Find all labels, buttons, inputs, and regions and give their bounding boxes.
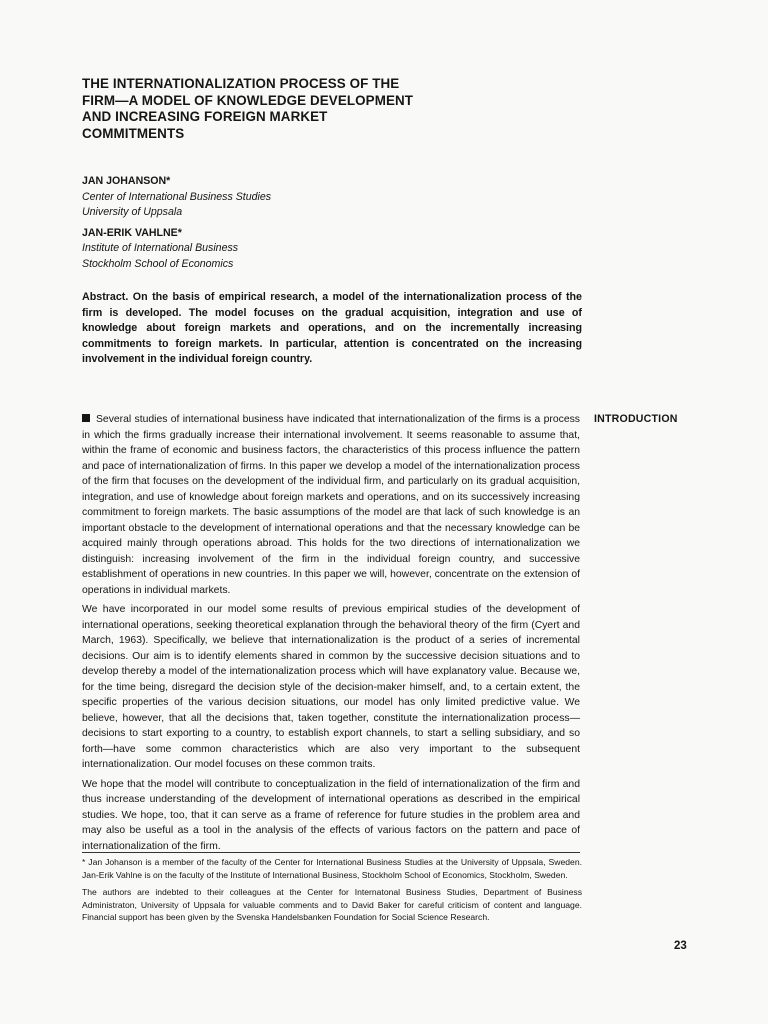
body-paragraph: We have incorporated in our model some results of previous empirical studies of the development of international operations, seeking theoretical explanation through the behavioral theory of the firm (Cyert and March, 1963). Specifically, we believe that internationalization is the product of a series of incremental decisions. Our aim is to identify elements shared in common by the successive decision situations and to develop thereby a model of the internationalization process which will have explanatory value. Because we, for the time being, disregard the decision style of the decision-maker himself, and, to a certain extent, the specific properties of the various decision situations, our model has only limited predictive value. We believe, however, that all the decisions that, taken together, constitute the internationalization process—decisions to start exporting to a country, to establish export channels, to start a selling subsidiary, and so forth—have some common characteristics which are also very important to the subsequent internationalization. Our model focuses on these common traits.: [82, 604, 580, 770]
author-affiliation: Stockholm School of Economics: [82, 257, 234, 270]
body-paragraph: We hope that the model will contribute to conceptualization in the field of internationalization of the firm and thus increase understanding of the development of international operations as described in the empirical studies. We hope, too, that it can serve as a frame of reference for future studies in the problem area and may also be useful as a tool in the analysis of the effects of various factors on the pattern and pace of internationalization of the firm.: [82, 778, 580, 852]
body-text: [82, 412, 580, 858]
body-paragraph: [82, 412, 580, 598]
author-name: JAN-ERIK VAHLNE*: [82, 226, 182, 239]
author-affiliation: Center of International Business Studies: [82, 190, 272, 203]
abstract: Abstract. On the basis of empirical research, a model of the internationalization process of the firm is developed. The model focuses on the gradual acquisition, integration and use of knowledge about foreign markets and operations, and on the incrementally increasing commitments to foreign markets. In particular, attention is concentrated on the increasing involvement in the individual foreign country.: [82, 291, 582, 366]
paragraph-text: Several studies of international business have indicated that internationalization of the firms is a process in which the firms gradually increase their international involvement. It seems reasonable to assume that, within the frame of economic and business factors, the characteristics of this process influence the pattern and pace of internationalization of firms. In this paper we develop a model of the internationalization process of the firm that focuses on the development of the individual firm, and particularly on its gradual acquisition, integration, and use of knowledge about foreign markets and operations, and on its successively increasing commitment to foreign markets. The basic assumptions of the model are that lack of such knowledge is an important obstacle to the development of international operations and that the necessary knowledge can be acquired mainly through operations abroad. This holds for the two directions of internationalization we distinguish: increasing involvement of the firm in the individual foreign country, and successive establishment of operations in new countries. In this paper we will, however, concentrate on the extension of operations in individual markets.: [82, 414, 580, 596]
section-heading: INTRODUCTION: [594, 413, 678, 425]
page-number: 23: [674, 940, 687, 952]
footnote-divider: [82, 852, 580, 853]
author-block: [82, 226, 482, 273]
footnotes: [82, 856, 582, 929]
footnote: The authors are indebted to their colleagues at the Center for Internatonal Business Studies, Department of Business Administraton, University of Uppsala for valuable comments and to David Baker for careful criticism of content and language. Financial support has been given by the Svenska Handelsbanken Foundation for Social Science Research.: [82, 887, 582, 923]
author-affiliation: University of Uppsala: [82, 206, 183, 219]
footnote: * Jan Johanson is a member of the faculty of the Center for International Business Studies at the University of Uppsala, Sweden. Jan-Erik Vahlne is on the faculty of the Institute of International Business, Stockholm School of Economics, Stockholm, Sweden.: [82, 857, 582, 880]
author-affiliation: Institute of International Business: [82, 242, 239, 255]
square-bullet-icon: [82, 414, 90, 422]
author-list: [82, 174, 482, 278]
author-name: JAN JOHANSON*: [82, 175, 171, 187]
author-block: [82, 174, 482, 221]
article-title: THE INTERNATIONALIZATION PROCESS OF THE FIRM—A MODEL OF KNOWLEDGE DEVELOPMENT AND INCREASING FOREIGN MARKET COMMITMENTS: [82, 76, 414, 141]
